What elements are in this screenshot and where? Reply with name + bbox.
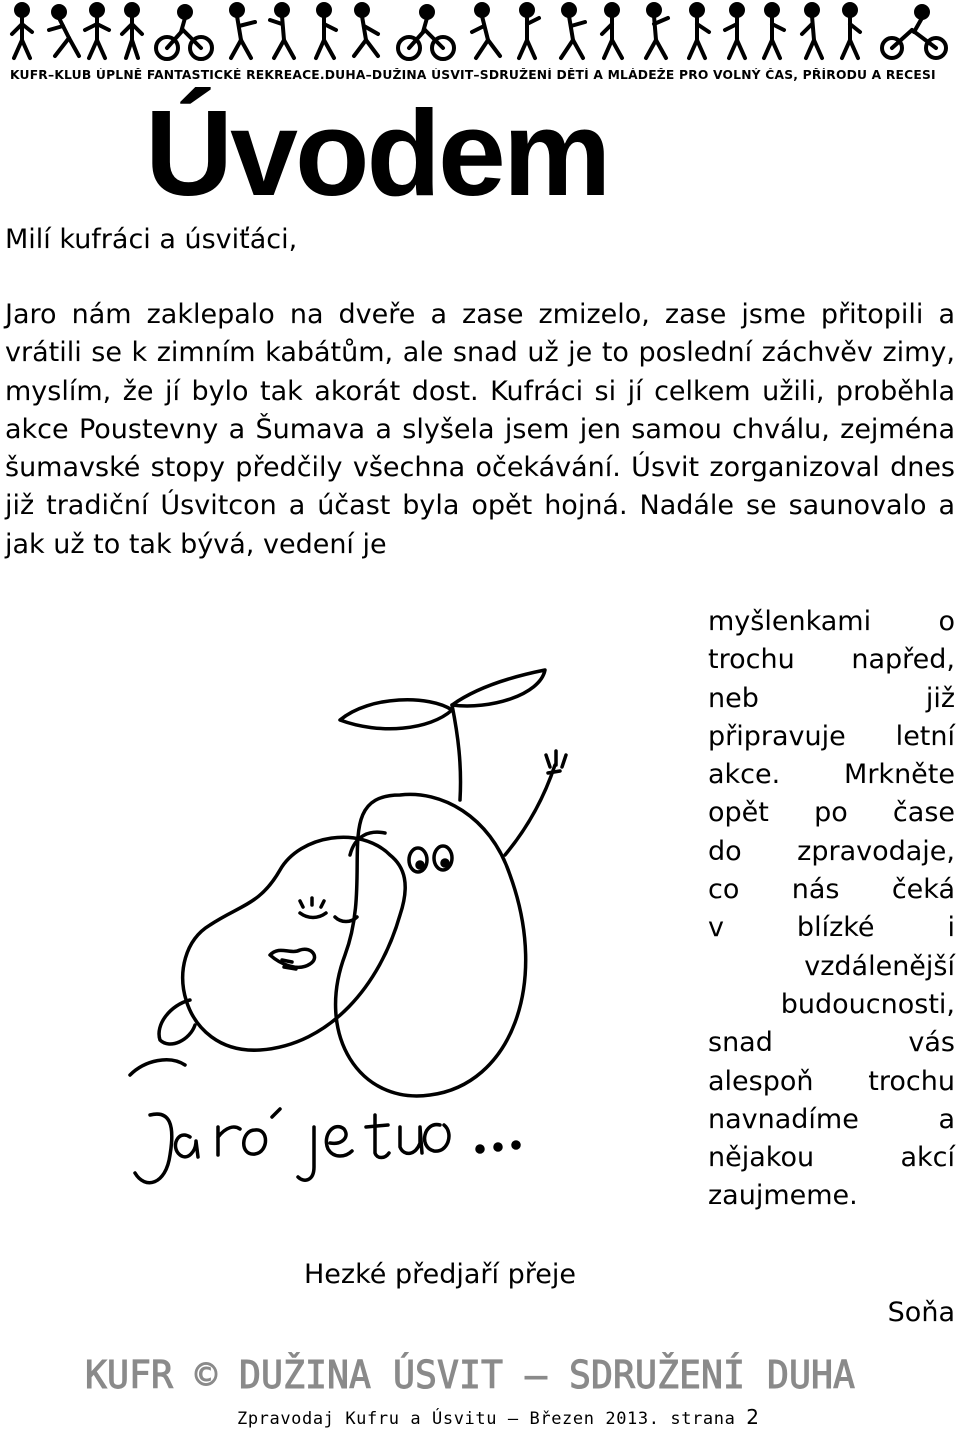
footer-line-text: Zpravodaj Kufru a Úsvitu – Březen 2013. strana	[237, 1409, 747, 1429]
paragraph-main: Jaro nám zaklepalo na dveře a zase zmizelo, zase jsme přitopili a vrátili se k zimním kabátům, ale snad už je to poslední záchvěv zimy, myslím, že jí bylo tak akorát dost. Kufráci si jí celkem užili, proběhla akce Poustevny a Šumava a slyšela jsem jen samou chválu, zejména šumavské stopy předčily všechna očekávání. Úsvit zorganizoval dnes již tradiční Úsvitcon a účast byla opět hojná. Nadále se saunovalo a jak už to tak bývá, vedení je	[5, 299, 955, 560]
column-line: v blízké i	[708, 912, 955, 944]
spring-illustration	[100, 655, 620, 1215]
header-banner	[0, 0, 960, 92]
column-line: snad vás	[708, 1027, 955, 1059]
pictogram-strip	[0, 0, 960, 66]
column-line: zaujmeme.	[708, 1180, 858, 1212]
leaf-right	[452, 670, 545, 706]
greeting: Milí kufráci a úsviťáci,	[5, 224, 298, 255]
column-line: nějakou akcí	[708, 1142, 955, 1174]
closing-line: Hezké předjaří přeje	[304, 1259, 576, 1290]
column-line: trochu napřed,	[708, 644, 955, 676]
column-line: neb již	[708, 682, 955, 714]
column-line: opět po čase	[708, 797, 955, 829]
page-title: Úvodem	[145, 85, 609, 221]
column-line: do zpravodaje,	[708, 835, 955, 867]
header-tagline: KUFR–KLUB ÚPLNĚ FANTASTICKÉ REKREACE.DUHA–DUŽINA ÚSVIT–SDRUŽENÍ DĚTÍ A MLÁDEŽE PRO VOLNÝ ČAS, PŘÍRODU A RECESI	[10, 68, 936, 82]
leaf-left	[340, 700, 452, 729]
footer-logo-text: KUFR © DUŽINA ÚSVIT – SDRUŽENÍ DUHA	[85, 1353, 856, 1396]
narrow-column	[708, 603, 955, 1216]
footer-logo	[85, 1352, 865, 1396]
footer-line	[237, 1406, 760, 1430]
column-line: navnadíme a	[708, 1103, 955, 1135]
column-line: myšlenkami o	[708, 606, 955, 637]
column-line: budoucnosti,	[780, 988, 955, 1020]
column-line: vzdálenější	[804, 950, 955, 982]
signature: Soňa	[887, 1297, 955, 1328]
column-line: co nás čeká	[708, 874, 955, 906]
column-line: akce. Mrkněte	[708, 759, 955, 791]
small-pear-outline	[183, 837, 405, 1050]
column-line: připravuje letní	[708, 720, 955, 752]
column-line: alespoň trochu	[708, 1065, 955, 1097]
page-number: 2	[746, 1405, 760, 1429]
